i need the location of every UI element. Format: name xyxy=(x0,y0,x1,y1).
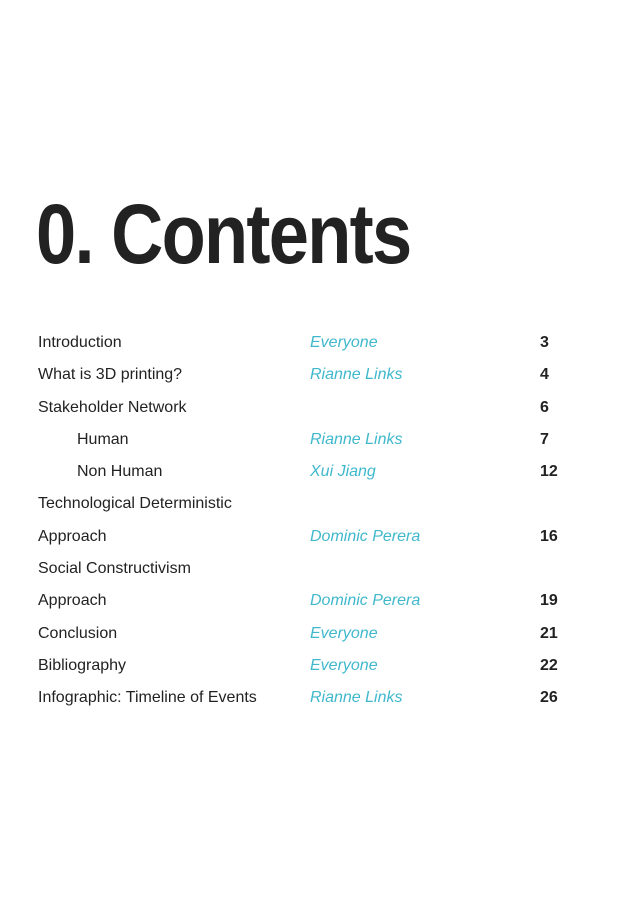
toc-entry-author: Dominic Perera xyxy=(310,527,421,545)
toc-entry-label: Introduction xyxy=(38,334,122,351)
toc-entry-label: Stakeholder Network xyxy=(38,398,187,416)
toc-entry-bibliography xyxy=(38,650,578,682)
toc-entry-page-number: 21 xyxy=(540,624,558,642)
toc-entry-label: Bibliography xyxy=(38,656,127,674)
toc-entry-page-number: 26 xyxy=(540,689,558,707)
toc-entry-author: Rianne Links xyxy=(310,689,403,707)
toc-entry-technological-deterministic xyxy=(38,488,578,520)
toc-entry-page-number: 19 xyxy=(540,592,558,610)
toc-entry-author: Everyone xyxy=(310,624,378,642)
toc-entry-label: Human xyxy=(77,430,129,448)
toc-entry-label: What is 3D printing? xyxy=(38,366,183,384)
toc-entry-social-constructivism xyxy=(38,553,578,585)
toc-entry-label: Infographic: Timeline of Events xyxy=(38,689,257,707)
toc-entry-infographic xyxy=(38,682,578,714)
toc-entry-page-number: 3 xyxy=(540,334,549,351)
toc-entry-author: Rianne Links xyxy=(310,430,403,448)
toc-entry-label: Non Human xyxy=(77,463,163,481)
toc-entry-non-human xyxy=(38,456,578,488)
toc-entry-author: Everyone xyxy=(310,334,378,351)
toc-entry-label: Conclusion xyxy=(38,624,118,642)
toc-entry-conclusion xyxy=(38,618,578,650)
toc-entry-author: Rianne Links xyxy=(310,366,403,384)
toc-entry-page-number: 6 xyxy=(540,398,549,416)
toc-entry-approach-technological xyxy=(38,521,578,553)
toc-entry-approach-social xyxy=(38,585,578,617)
toc-entry-author: Xui Jiang xyxy=(310,463,376,481)
toc-entry-author: Everyone xyxy=(310,656,378,674)
toc-entry-label: Social Constructivism xyxy=(38,560,191,578)
toc-entry-label: Technological Deterministic xyxy=(38,495,232,513)
page-title: 0. Contents xyxy=(36,187,411,281)
toc-entry-page-number: 22 xyxy=(540,656,558,674)
toc-entry-introduction xyxy=(38,327,578,359)
toc-entry-label: Approach xyxy=(38,592,107,610)
toc-entry-page-number: 7 xyxy=(540,430,549,448)
toc-entry-author: Dominic Perera xyxy=(310,592,421,610)
table-of-contents xyxy=(38,327,578,715)
toc-entry-human xyxy=(38,424,578,456)
toc-entry-what-is-3d-printing xyxy=(38,359,578,391)
toc-entry-label: Approach xyxy=(38,527,107,545)
toc-entry-page-number: 12 xyxy=(540,463,558,481)
toc-entry-stakeholder-network xyxy=(38,392,578,424)
toc-entry-page-number: 4 xyxy=(540,366,549,384)
toc-entry-page-number: 16 xyxy=(540,527,558,545)
